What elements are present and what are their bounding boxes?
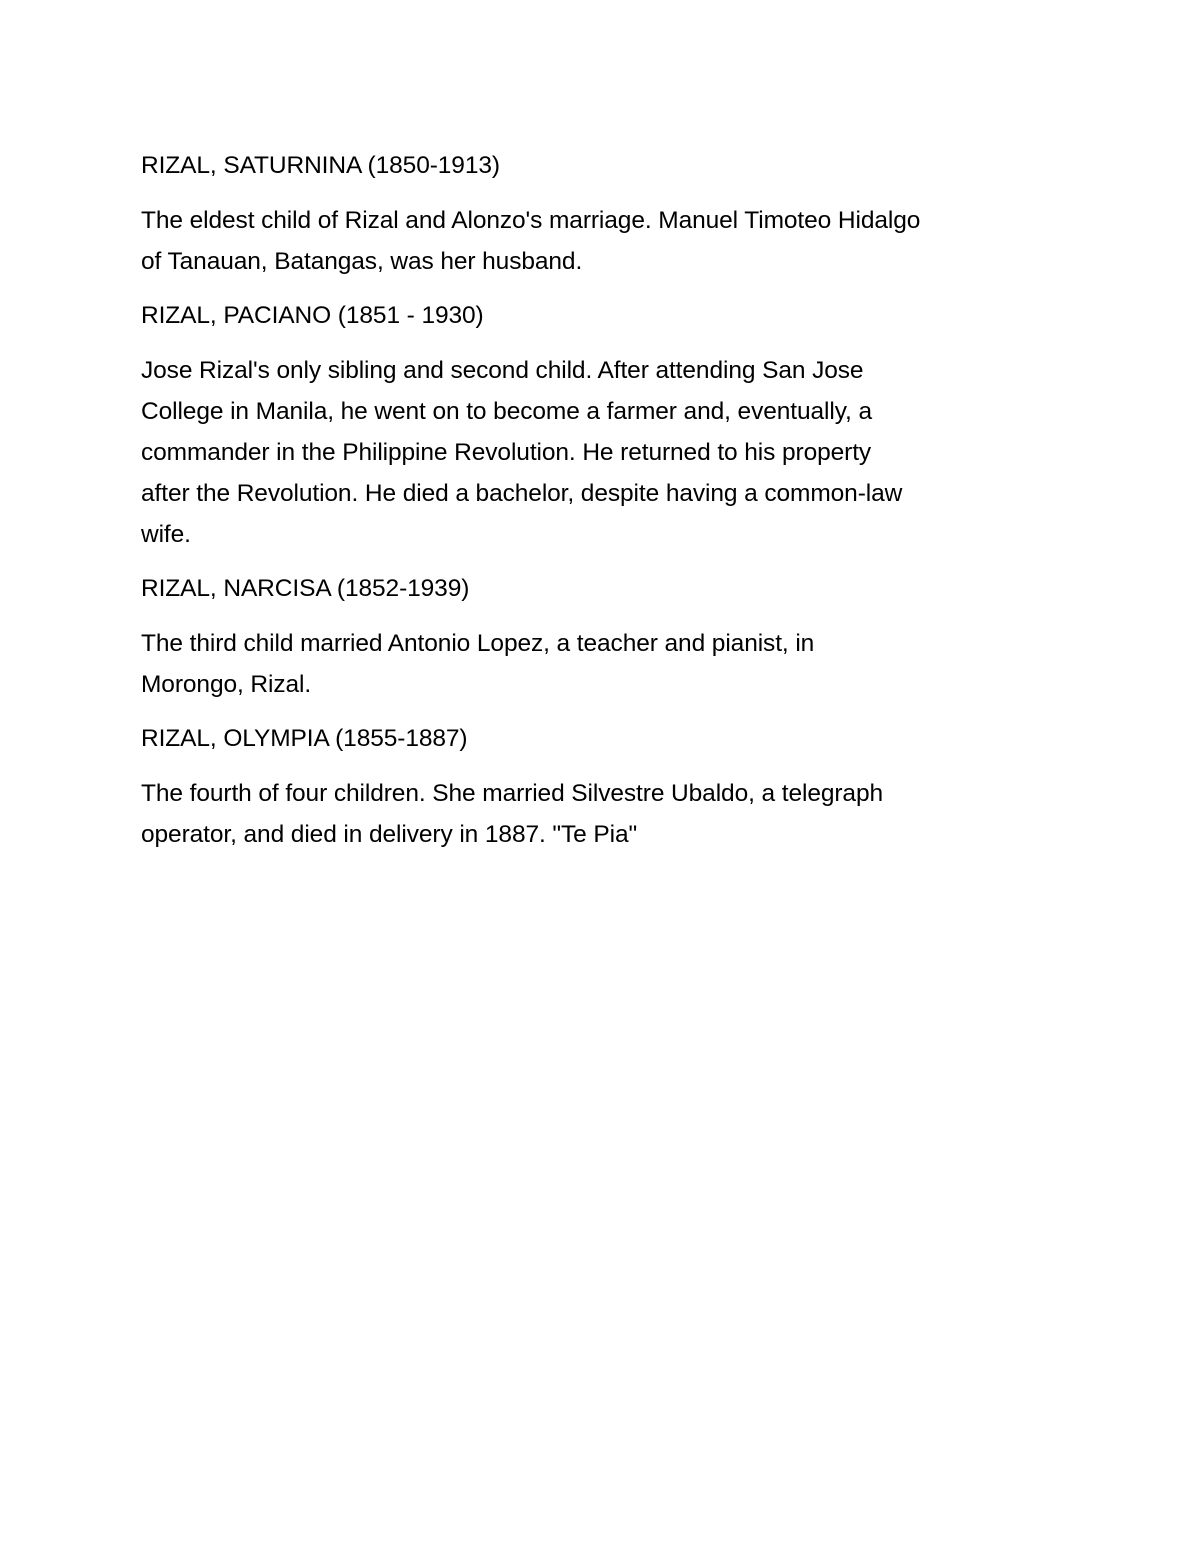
entry-narcisa xyxy=(141,573,1071,705)
text-line: The third child married Antonio Lopez, a teacher and pianist, in xyxy=(141,630,815,657)
entry-heading: RIZAL, PACIANO (1851 - 1930) xyxy=(141,302,484,329)
text-line: Morongo, Rizal. xyxy=(141,671,312,698)
document-body xyxy=(141,150,1071,873)
entry-olympia xyxy=(141,723,1071,855)
text-line: of Tanauan, Batangas, was her husband. xyxy=(141,248,583,275)
entry-paciano xyxy=(141,300,1071,555)
text-line: The fourth of four children. She married Silvestre Ubaldo, a telegraph xyxy=(141,780,884,807)
text-line: commander in the Philippine Revolution. He returned to his property xyxy=(141,439,872,466)
entry-heading: RIZAL, SATURNINA (1850-1913) xyxy=(141,152,500,179)
entry-heading: RIZAL, NARCISA (1852-1939) xyxy=(141,575,470,602)
text-line: after the Revolution. He died a bachelor, despite having a common-law xyxy=(141,480,903,507)
entry-saturnina xyxy=(141,150,1071,282)
text-line: operator, and died in delivery in 1887. "Te Pia" xyxy=(141,821,638,848)
entry-description xyxy=(141,350,1071,555)
text-line: Jose Rizal's only sibling and second child. After attending San Jose xyxy=(141,357,864,384)
entry-heading: RIZAL, OLYMPIA (1855-1887) xyxy=(141,725,468,752)
entry-description xyxy=(141,200,1071,282)
text-line: wife. xyxy=(141,521,191,548)
entry-description xyxy=(141,623,1071,705)
text-line: College in Manila, he went on to become a farmer and, eventually, a xyxy=(141,398,872,425)
entry-description xyxy=(141,773,1071,855)
text-line: The eldest child of Rizal and Alonzo's marriage. Manuel Timoteo Hidalgo xyxy=(141,207,921,234)
